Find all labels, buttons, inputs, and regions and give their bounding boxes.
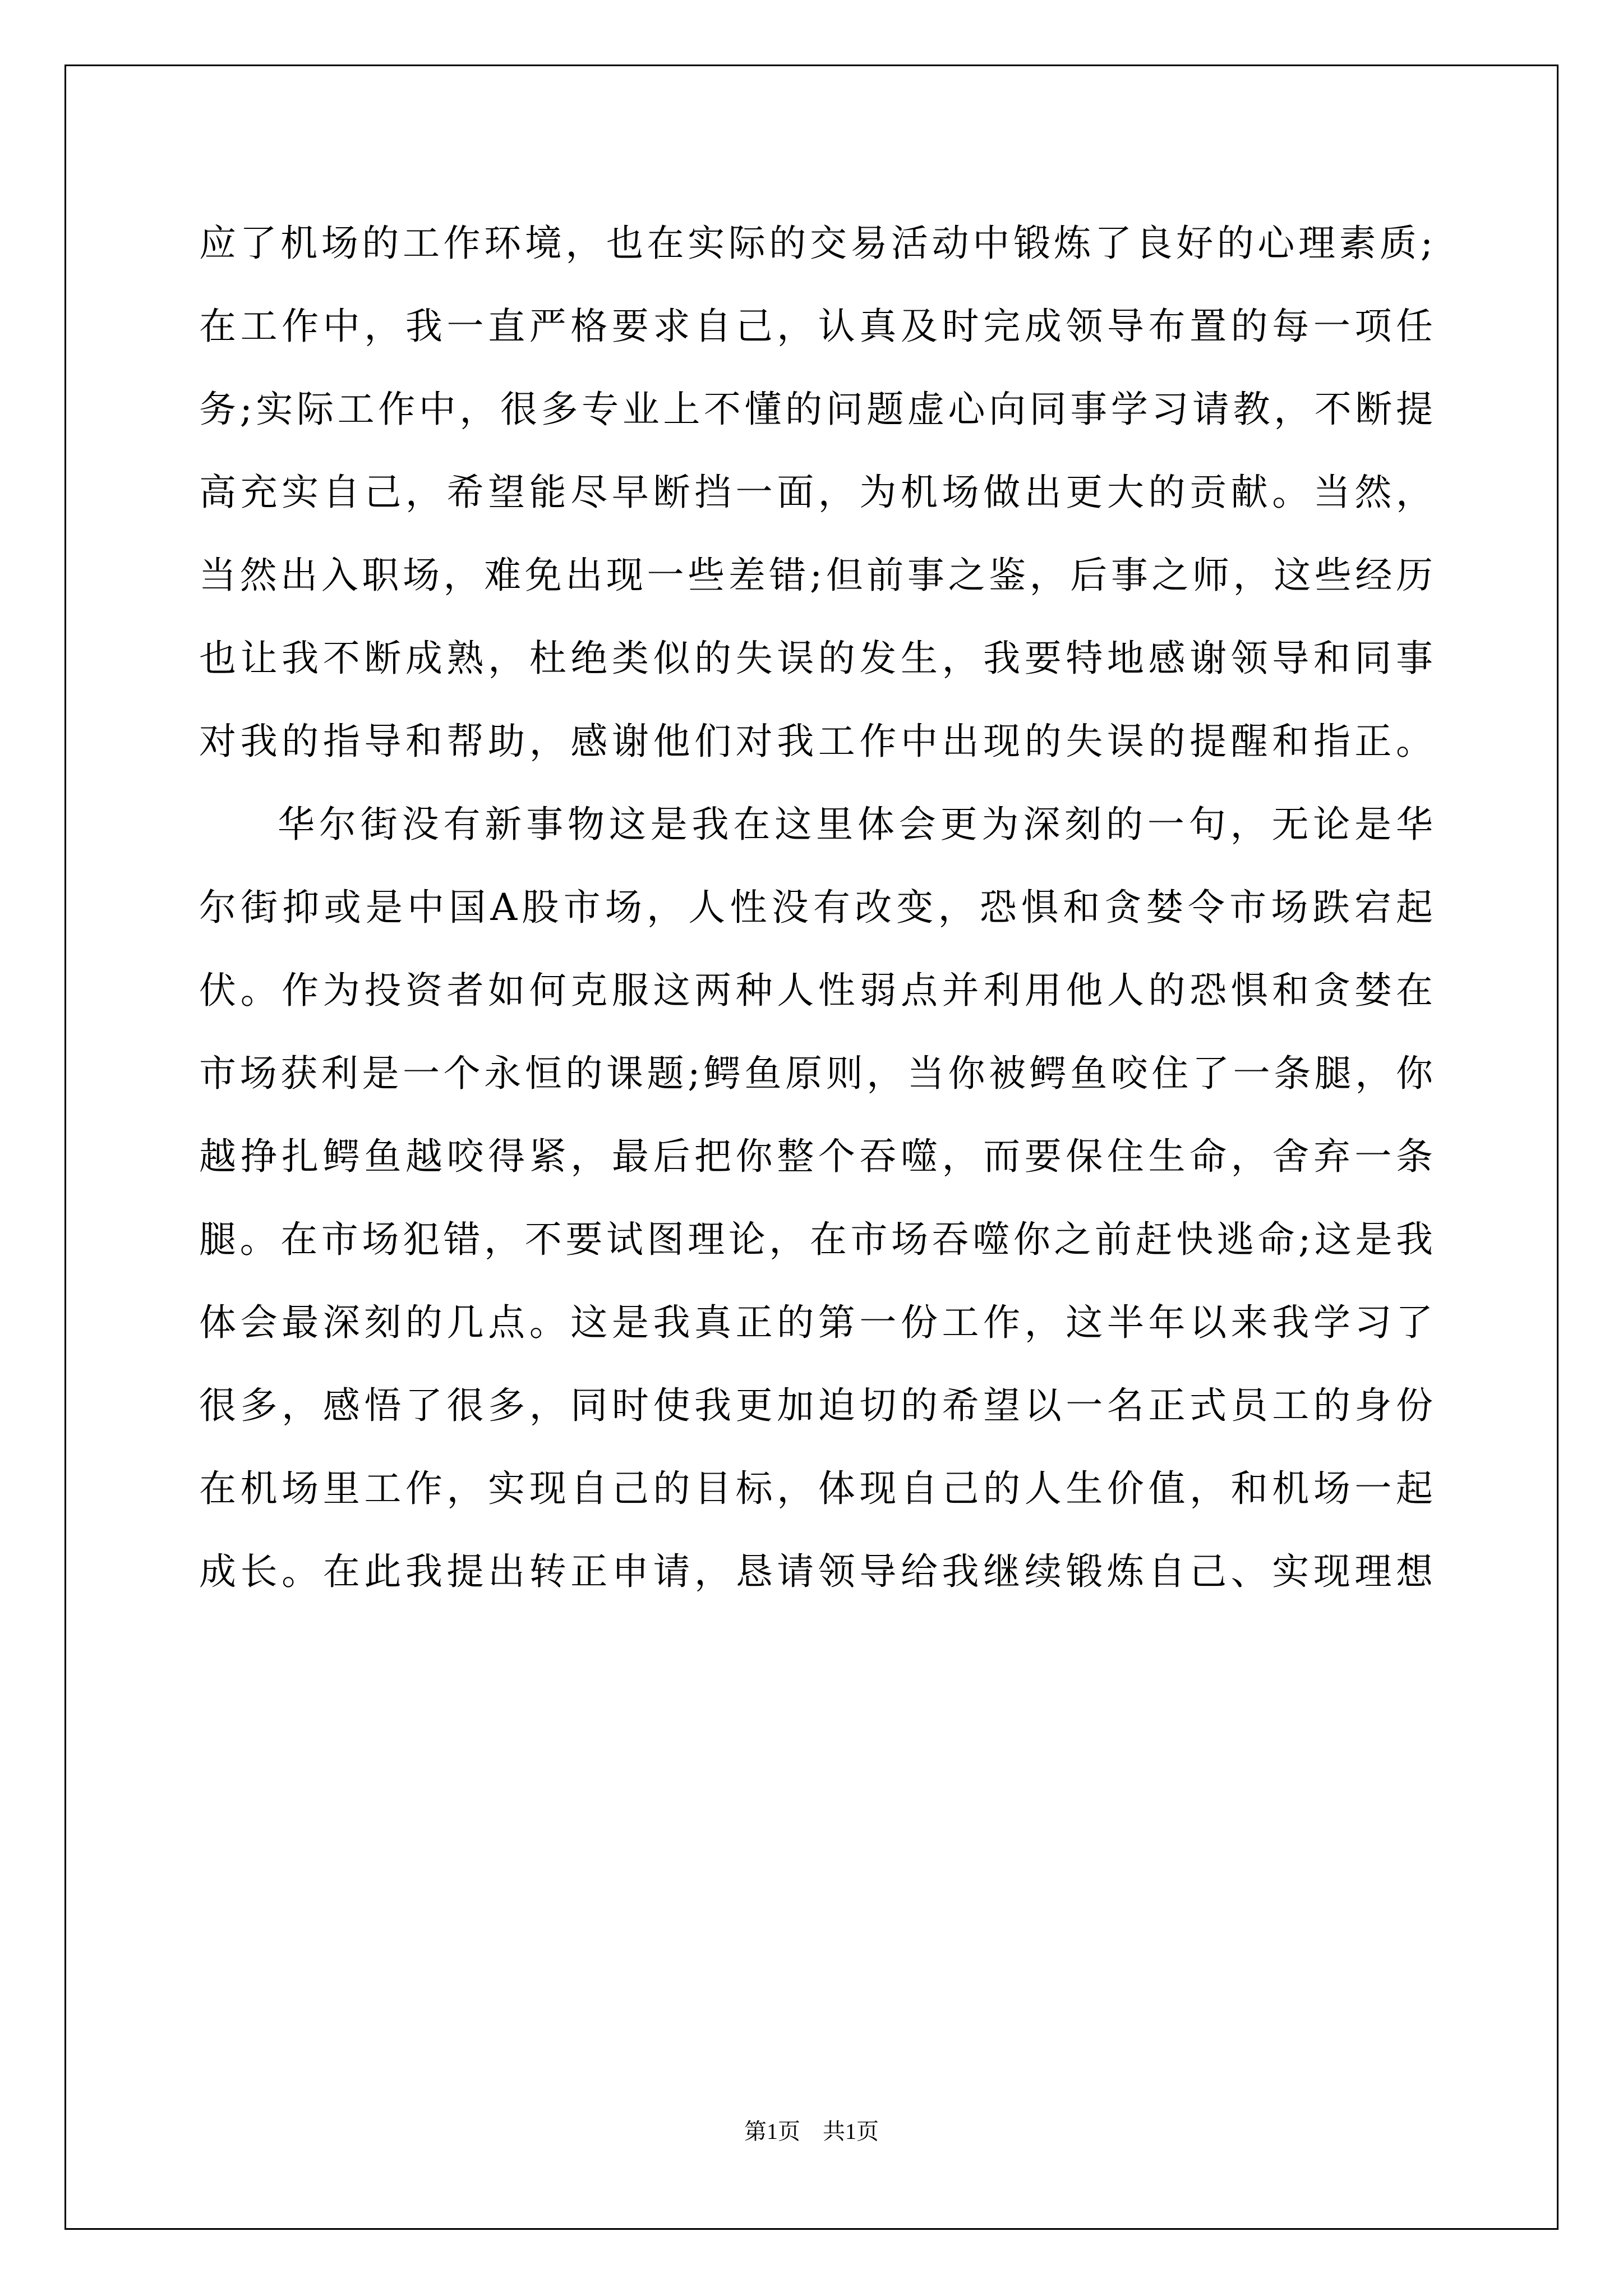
text-line-13: 腿。在市场犯错，不要试图理论，在市场吞噬你之前赶快逃命;这是我 — [199, 1218, 1433, 1261]
text-line-17: 成长。在此我提出转正申请，恳请领导给我继续锻炼自己、实现理想 — [199, 1550, 1433, 1593]
document-body — [199, 202, 1433, 1613]
text-line-9: 尔街抑或是中国A股市场，人性没有改变，恐惧和贪婪令市场跌宕起 — [199, 886, 1433, 929]
text-line-12: 越挣扎鳄鱼越咬得紧，最后把你整个吞噬，而要保住生命，舍弃一条 — [199, 1135, 1433, 1178]
text-line-10: 伏。作为投资者如何克服这两种人性弱点并利用他人的恐惧和贪婪在 — [199, 969, 1433, 1012]
text-line-16: 在机场里工作，实现自己的目标，体现自己的人生价值，和机场一起 — [199, 1467, 1433, 1510]
text-line-3: 务;实际工作中，很多专业上不懂的问题虚心向同事学习请教，不断提 — [199, 388, 1433, 431]
text-line-15: 很多，感悟了很多，同时使我更加迫切的希望以一名正式员工的身份 — [199, 1384, 1433, 1427]
text-line-14: 体会最深刻的几点。这是我真正的第一份工作，这半年以来我学习了 — [199, 1301, 1433, 1344]
text-line-11: 市场获利是一个永恒的课题;鳄鱼原则，当你被鳄鱼咬住了一条腿，你 — [199, 1052, 1433, 1095]
page-number-footer: 第1页 共1页 — [744, 2119, 879, 2144]
text-line-4: 高充实自己，希望能尽早断挡一面，为机场做出更大的贡献。当然， — [199, 471, 1433, 514]
text-line-1: 应了机场的工作环境，也在实际的交易活动中锻炼了良好的心理素质; — [199, 222, 1433, 265]
text-line-6: 也让我不断成熟，杜绝类似的失误的发生，我要特地感谢领导和同事 — [199, 637, 1433, 680]
text-line-7: 对我的指导和帮助，感谢他们对我工作中出现的失误的提醒和指正。 — [199, 720, 1433, 763]
paragraph-start-line: 华尔街没有新事物这是我在这里体会更为深刻的一句，无论是华 — [278, 803, 1433, 846]
text-line-5: 当然出入职场，难免出现一些差错;但前事之鉴，后事之师，这些经历 — [199, 554, 1433, 597]
text-line-2: 在工作中，我一直严格要求自己，认真及时完成领导布置的每一项任 — [199, 305, 1433, 348]
